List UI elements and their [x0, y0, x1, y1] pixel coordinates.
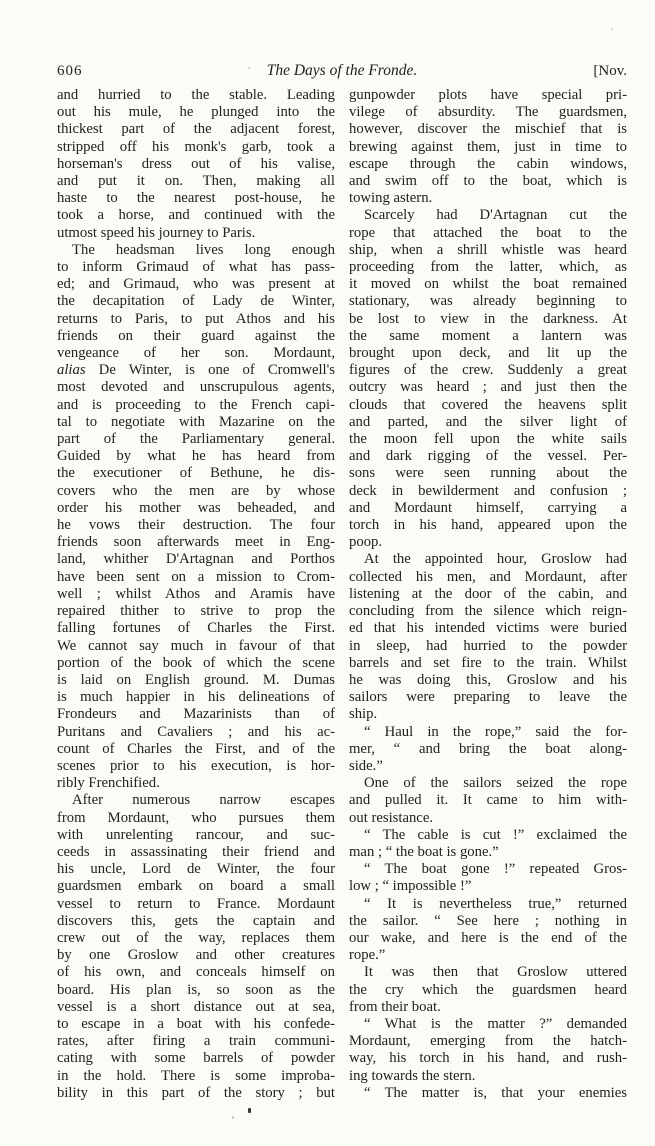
text-line: brought upon deck, and lit up the — [349, 345, 627, 362]
text-line: figures of the crew. Suddenly a great — [349, 362, 627, 379]
text-line: ship, when a shrill whistle was heard — [349, 241, 627, 258]
paragraph — [349, 827, 627, 861]
text-line: concluding from the silence which reign- — [349, 603, 627, 620]
text-line: friends on their guard against the — [57, 327, 335, 344]
text-line: vengeance of her son. Mordaunt, — [57, 345, 335, 362]
text-line: rope.” — [349, 947, 386, 964]
text-line: sons were seen running about the — [349, 465, 627, 482]
text-line: of his own, and conceals himself on — [57, 964, 335, 981]
text-line: At the appointed hour, Groslow had — [364, 551, 627, 568]
text-line: well ; whilst Athos and Aramis have — [57, 585, 335, 602]
text-line: he vows their destruction. The four — [57, 517, 335, 534]
text-line: from Mordaunt, who pursues them — [57, 809, 335, 826]
text-line: Puritans and Cavaliers ; and his ac- — [57, 723, 335, 740]
text-line: “ The cable is cut !” exclaimed the — [364, 826, 627, 843]
paragraph — [349, 724, 627, 776]
text-line: portion of the book of which the scene — [57, 654, 335, 671]
text-line: our wake, and here is the end of the — [349, 929, 627, 946]
text-line: with unrelenting rancour, and suc- — [57, 826, 335, 843]
page-number: 606 — [57, 63, 83, 79]
text-line: be lost to view in the darkness. At — [349, 310, 627, 327]
text-line: “ Haul in the rope,” said the for- — [364, 723, 627, 740]
text-line: he was doing this, Groslow and his — [349, 671, 627, 688]
text-line: outcry was heard ; and just then the — [349, 379, 627, 396]
text-line: “ It is nevertheless true,” returned — [364, 895, 627, 912]
text-line: stationary, was already beginning to — [349, 293, 627, 310]
paragraph — [349, 87, 627, 207]
text-line: from their boat. — [349, 998, 441, 1015]
text-line: haste to the nearest post-house, he — [57, 190, 335, 207]
text-line: and is proceeding to the French capi- — [57, 396, 335, 413]
text-line: alias De Winter, is one of Cromwell's — [57, 362, 335, 379]
text-line: We cannot say much in favour of that — [57, 637, 335, 654]
text-line: and pulled it. It came to him with- — [349, 792, 627, 809]
page-content — [57, 62, 627, 1102]
text-line: discovers this, gets the captain and — [57, 912, 335, 929]
text-line: gunpowder plots have special pri- — [349, 87, 627, 103]
text-line: to inform Grimaud of what has pass- — [57, 259, 335, 276]
text-line: Scarcely had D'Artagnan cut the — [364, 207, 627, 224]
ink-speck — [232, 1116, 234, 1119]
text-line: barrels and set fire to the train. Whilst — [349, 654, 627, 671]
ink-speck — [611, 28, 613, 30]
text-line: the moon fell upon the white sails — [349, 431, 627, 448]
text-line: deck in bewilderment and confusion ; — [349, 482, 627, 499]
text-line: low ; “ impossible !” — [349, 878, 472, 895]
text-line: stripped off his monk's garb, took a — [57, 138, 335, 155]
text-line: escape through the cabin windows, — [349, 155, 627, 172]
text-line: in the hold. There is some improba- — [57, 1067, 335, 1084]
text-line: After numerous narrow escapes — [72, 792, 335, 809]
text-line: the decapitation of Lady de Winter, — [57, 293, 335, 310]
issue-date: [Nov. — [593, 63, 627, 79]
text-line: the sailor. “ See here ; nothing in — [349, 912, 627, 929]
text-line: covers who the men are by whose — [57, 482, 335, 499]
text-line: clouds that covered the heavens split — [349, 396, 627, 413]
text-line: part of the Parliamentary general. — [57, 431, 335, 448]
text-line: rope that attached the boat to the — [349, 224, 627, 241]
paragraph — [349, 775, 627, 827]
text-line: it moved on whilst the boat remained — [349, 276, 627, 293]
text-line: utmost speed his journey to Paris. — [57, 224, 256, 241]
text-line: It was then that Groslow uttered — [364, 964, 627, 981]
paragraph — [349, 551, 627, 723]
text-line: ing towards the stern. — [349, 1067, 476, 1084]
text-line: bility in this part of the story ; but — [57, 1084, 335, 1101]
column-left — [57, 87, 335, 1102]
text-line: the executioner of Bethune, he dis- — [57, 465, 335, 482]
text-line: in sleep, had hurried to the powder — [349, 637, 627, 654]
text-line: The headsman lives long enough — [72, 241, 335, 258]
text-line: by one Groslow and other creatures — [57, 947, 335, 964]
text-line: and Mordaunt himself, carrying a — [349, 499, 627, 516]
text-line: rates, after firing a train communi- — [57, 1033, 335, 1050]
text-line: is laid on English ground. M. Dumas — [57, 671, 335, 688]
text-line: vessel to return to France. Mordaunt — [57, 895, 335, 912]
text-line: “ The matter is, that your enemies — [364, 1084, 627, 1101]
paragraph — [57, 792, 335, 1102]
text-line: Mordaunt, emerging from the hatch- — [349, 1033, 627, 1050]
text-line: way, his torch in his hand, and rush- — [349, 1050, 627, 1067]
text-line: took a horse, and continued with the — [57, 207, 335, 224]
text-line: collected his men, and Mordaunt, after — [349, 568, 627, 585]
text-line: friends soon afterwards meet in Eng- — [57, 534, 335, 551]
text-line: most devoted and unscrupulous agents, — [57, 379, 335, 396]
text-line: side.” — [349, 757, 383, 774]
text-line: and parted, and the silver light of — [349, 413, 627, 430]
text-line: guardsmen embark on board a small — [57, 878, 335, 895]
text-line: the cry which the guardsmen heard — [349, 981, 627, 998]
text-line: horseman's dress out of his valise, — [57, 155, 335, 172]
text-line: falling fortunes of Charles the First. — [57, 620, 335, 637]
text-line: cating with some barrels of powder — [57, 1050, 335, 1067]
text-line: ed; and Grimaud, who was present at — [57, 276, 335, 293]
ink-speck — [248, 1108, 251, 1113]
column-right — [349, 87, 627, 1102]
paragraph — [349, 207, 627, 551]
text-line: and swim off to the boat, which is — [349, 173, 627, 190]
text-line: vilege of absurdity. The guardsmen, — [349, 104, 627, 121]
text-line: “ The boat gone !” repeated Gros- — [364, 861, 627, 878]
ink-speck — [248, 67, 250, 69]
running-header — [57, 62, 627, 80]
text-line: out resistance. — [349, 809, 434, 826]
text-line: poop. — [349, 534, 383, 551]
text-line: and dark rigging of the vessel. Per- — [349, 448, 627, 465]
text-line: sailors were preparing to leave the — [349, 689, 627, 706]
text-line: and hurried to the stable. Leading — [57, 87, 335, 103]
text-line: Guided by what he has heard from — [57, 448, 335, 465]
text-line: the same moment a lantern was — [349, 327, 627, 344]
text-line: repaired thither to strive to prop the — [57, 603, 335, 620]
text-line: out his mule, he plunged into the — [57, 104, 335, 121]
text-line: order his mother was beheaded, and — [57, 499, 335, 516]
text-line: ribly Frenchified. — [57, 775, 160, 792]
text-line: Frondeurs and Mazarinists than of — [57, 706, 335, 723]
text-line: thickest part of the adjacent forest, — [57, 121, 335, 138]
text-line: tal to negotiate with Mazarine on the — [57, 413, 335, 430]
paragraph — [349, 1085, 627, 1102]
paragraph — [349, 896, 627, 965]
text-line: vessel is a short distance out at sea, — [57, 998, 335, 1015]
text-line: his uncle, Lord de Winter, the four — [57, 861, 335, 878]
text-line: mer, “ and bring the boat along- — [349, 740, 627, 757]
text-line: board. His plan is, so soon as the — [57, 981, 335, 998]
text-line: land, whither D'Artagnan and Porthos — [57, 551, 335, 568]
text-line: towing astern. — [349, 190, 433, 207]
text-line: count of Charles the First, and of the — [57, 740, 335, 757]
text-line: however, discover the mischief that is — [349, 121, 627, 138]
paragraph — [349, 1016, 627, 1085]
text-line: have been sent on a mission to Crom- — [57, 568, 335, 585]
paragraph — [57, 87, 335, 242]
text-line: and put it on. Then, making all — [57, 173, 335, 190]
page-title: The Days of the Fronde. — [266, 62, 418, 79]
text-line: ship. — [349, 706, 378, 723]
text-line: “ What is the matter ?” demanded — [364, 1015, 627, 1032]
text-line: ed that his intended victims were buried — [349, 620, 627, 637]
text-line: One of the sailors seized the rope — [364, 775, 627, 792]
text-line: torch in his hand, appeared upon the — [349, 517, 627, 534]
text-columns — [57, 87, 627, 1102]
text-line: is much happier in his delineations of — [57, 689, 335, 706]
paragraph — [349, 964, 627, 1016]
text-line: ceeds in assassinating their friend and — [57, 843, 335, 860]
text-line: returns to Paris, to put Athos and his — [57, 310, 335, 327]
text-line: crew out of the way, replaces them — [57, 929, 335, 946]
text-line: man ; “ the boat is gone.” — [349, 843, 499, 860]
text-line: to escape in a boat with his confede- — [57, 1015, 335, 1032]
text-line: listening at the door of the cabin, and — [349, 585, 627, 602]
text-line: proceeding from the latter, which, as — [349, 259, 627, 276]
text-line: scenes prior to his execution, is hor- — [57, 757, 335, 774]
text-line: brewing against them, just in time to — [349, 138, 627, 155]
paragraph — [349, 861, 627, 895]
paragraph — [57, 242, 335, 793]
